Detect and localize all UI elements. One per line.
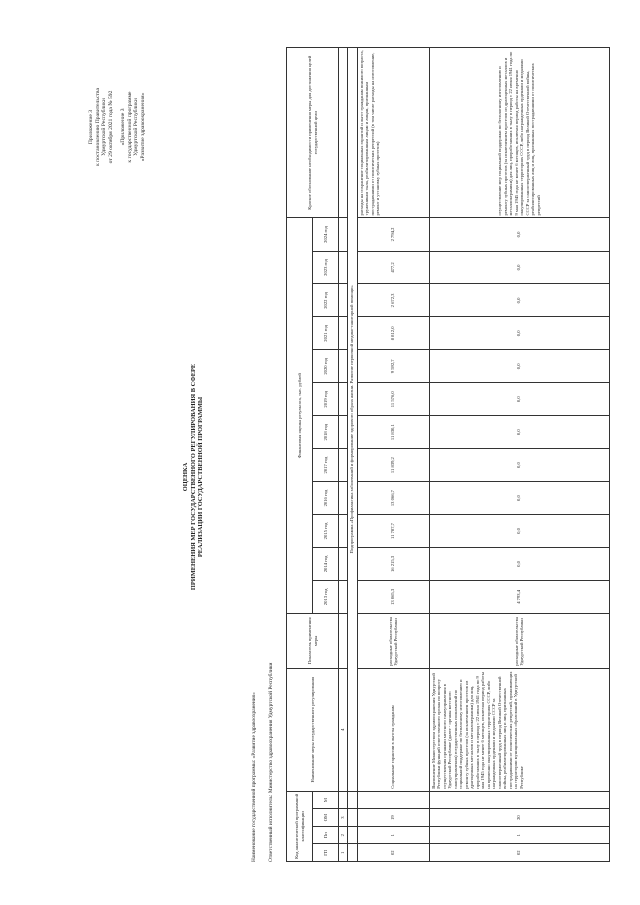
value-cell: 0,0 [429,218,609,251]
measure-cell: Социальные гарантии в льготы гражданам [357,668,429,791]
header-line: Приложение 3 [88,109,94,145]
value-cell: 0,0 [429,547,609,580]
year-header: 2015 год [313,515,339,548]
header-line: «Приложение 3 [120,108,126,146]
executor-name: Ответственный исполнитель: Министерство здравоохранения Удмуртской Республики [268,662,274,862]
column-number [339,791,348,809]
program-header [120,52,146,202]
indicator-cell: расходные обязательства Удмуртской Республики [357,613,429,668]
pp-cell: 1 [429,826,609,844]
value-cell: 0,0 [429,317,609,350]
value-cell: 0,0 [429,284,609,317]
m-header: М [313,791,339,809]
value-cell: 8 812,0 [357,317,429,350]
header-line: от 29 октября 2021 года № 592 [107,90,114,164]
value-cell: 16 215,3 [357,547,429,580]
code-group-header: Код аналитической программной классификации [287,791,313,861]
year-header: 2013 год [313,580,339,613]
header-line: к государственной программе [126,91,133,163]
year-header: 2018 год [313,416,339,449]
measure-cell: Выполнение Министерством здравоохранения Удмуртской Республики функций ответственного органа по вопросу осуществления органами местного самоуправления в Удмуртской Республике (далее - органы местного самоуправления) государственных полномочий по социальной поддержке по бесплатному изготовлению и ремонту зубных протезов (за исключением протезов из драгоценных металлов и металлокерамики) для лиц, проработавших в тылу в период с 22 июня 1941 года по 9 мая 1945 года не менее 6 месяцев, исключая период работы на временно оккупированных территориях СССР, либо награжденных орденами и медалями СССР за самоотверженный труд в период Великой Отечественной войны, реабилитированных лиц и лиц, признанных пострадавшими от политических репрессий, проживающих на территории муниципальных образований в Удмуртской Республике [429,668,609,791]
year-header: 2016 год [313,482,339,515]
table-row [429,48,609,862]
header-line: Удмуртской Республики [133,98,140,156]
title-line: РЕАЛИЗАЦИИ ГОСУДАРСТВЕННОЙ ПРОГРАММЫ [197,396,205,558]
document-title [182,312,205,642]
column-number-row [339,48,348,862]
indicator-header: Показатель применения меры [287,613,339,668]
value-cell: 0,0 [429,416,609,449]
value-cell: 11 839,2 [357,449,429,482]
om-cell: 19 [357,809,429,827]
year-header: 2014 год [313,547,339,580]
year-header: 2019 год [313,383,339,416]
subprogram-title: Подпрограмма «Профилактика заболеваний и формирование здорового образа жизни. Развитие первичной медико-санитарной помощи» [347,48,357,792]
value-cell: 11 787,7 [357,515,429,548]
appendix-header [88,52,114,202]
om-cell: 20 [429,809,609,827]
header-line: «Развитие здравоохранения» [139,92,146,162]
pp-cell: 1 [357,826,429,844]
rationale-cell: осуществление мер социальной поддержки по бесплатному изготовлению и ремонту зубных протезов (за исключением протезов из драгоценных металлов и металлокерамики) для лиц, проработавших в тылу в период с 22 июня 1941 года по 9 мая 1945 года не менее 6 месяцев, исключая период работы на временно оккупированных территориях СССР, либо награжденных орденами и медалями СССР за самоотверженный труд в период Великой Отечественной войны, реабилитированных лиц и лиц, признанных пострадавшими от политических репрессий [429,48,609,218]
value-cell: 2 794,2 [357,218,429,251]
column-number: 4 [339,668,348,791]
value-cell: 0,0 [429,449,609,482]
table-row [357,48,429,862]
value-cell: 0,0 [429,383,609,416]
om-header: ОМ [313,809,339,827]
section-row [347,48,357,862]
value-cell: 4 793,4 [429,580,609,613]
title-line: ОЦЕНКА [182,462,189,492]
gp-cell: 02 [357,844,429,862]
value-cell: 11 830,1 [357,416,429,449]
value-cell: 2 672,3 [357,284,429,317]
m-cell [429,791,609,809]
value-cell: 11 576,0 [357,383,429,416]
year-header: 2023 год [313,251,339,284]
title-line: ПРИМЕНЕНИЯ МЕР ГОСУДАРСТВЕННОГО РЕГУЛИРОВАНИЯ В СФЕРЕ [189,363,197,591]
rationale-cell: расходы на сохранение социальных гарантий и льгот гражданам пожилого возраста, труженикам тыла, реабилитированным лицам и лицам, признанным пострадавшими от политических репрессий (в том числе расходы на изготовление, ремонт и установку зубных протезов) [357,48,429,218]
measure-name-header: Наименование меры государственного регулирования [287,668,339,791]
program-name: Наименование государственной программы: «Развитие здравоохранения» [251,692,257,862]
year-header: 2022 год [313,284,339,317]
year-header: 2017 год [313,449,339,482]
value-cell: 0,0 [429,251,609,284]
column-number: 1 [339,844,348,862]
value-cell: 0,0 [429,482,609,515]
document-sheet [40,22,600,882]
pp-header: Пп [313,826,339,844]
indicator-cell: расходные обязательства Удмуртской Республики [429,613,609,668]
value-cell: 13 065,3 [357,580,429,613]
header-line: к постановлению Правительства [94,88,101,166]
value-cell: 13 066,7 [357,482,429,515]
header-line: Удмуртской Республики [101,98,108,156]
year-header: 2024 год [313,218,339,251]
gp-header: ГП [313,844,339,862]
year-header: 2021 год [313,317,339,350]
value-cell: 477,2 [357,251,429,284]
m-cell [357,791,429,809]
measures-table [286,47,610,862]
value-cell: 0,0 [429,515,609,548]
column-number: 2 [339,826,348,844]
gp-cell: 02 [429,844,609,862]
column-number: 3 [339,809,348,827]
rationale-header: Краткое обоснование необходимости применения меры для достижения целей государственной цели [287,48,339,218]
value-cell: 0,0 [429,350,609,383]
financial-estimate-header: Финансовая оценка результата, тыс. рублей [287,218,313,613]
value-cell: 9 592,7 [357,350,429,383]
year-header: 2020 год [313,350,339,383]
